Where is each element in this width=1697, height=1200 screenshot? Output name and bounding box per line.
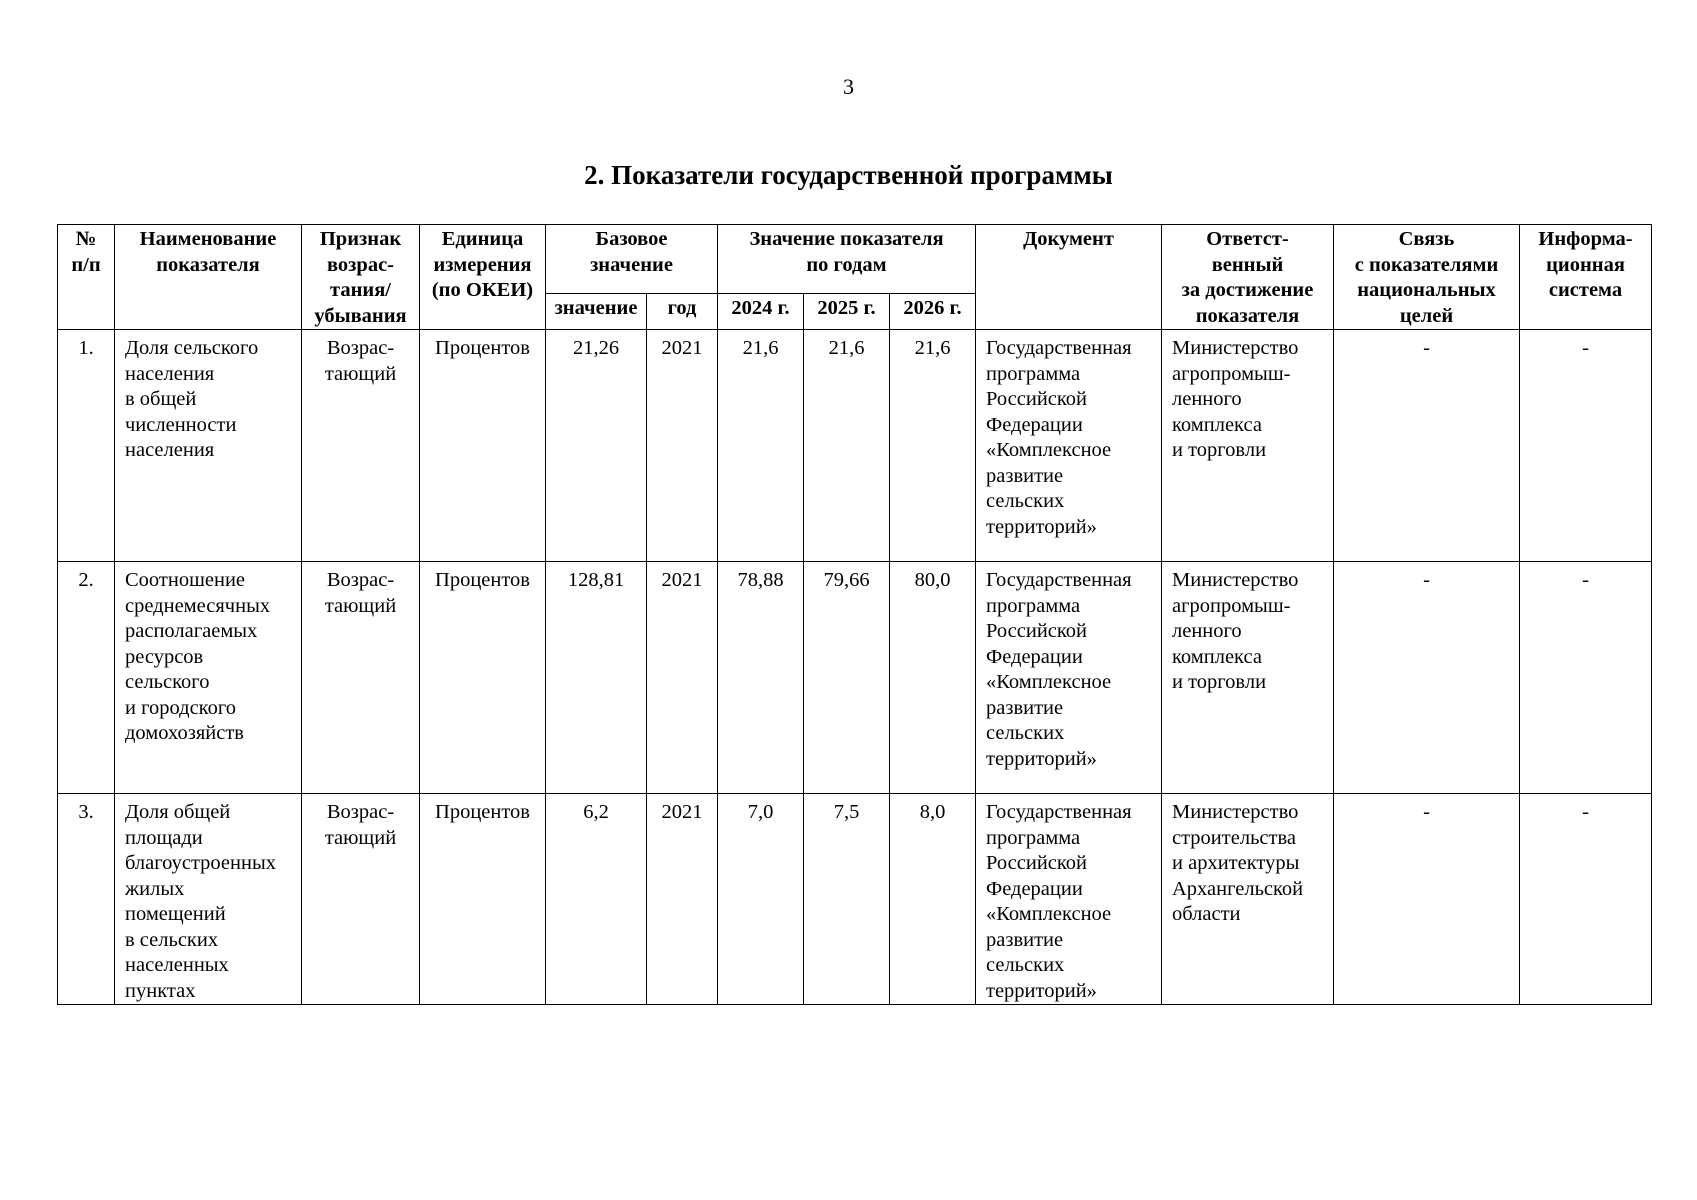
page-number: 3 bbox=[843, 74, 854, 99]
header-years-group: Значение показателя по годам bbox=[718, 225, 976, 294]
cell-base-value: 6,2 bbox=[546, 794, 647, 1005]
cell-trend: Возрас- тающий bbox=[302, 562, 420, 794]
table-row bbox=[58, 330, 1652, 562]
cell-trend: Возрас- тающий bbox=[302, 330, 420, 562]
cell-unit: Процентов bbox=[420, 330, 546, 562]
header-base-value: значение bbox=[546, 293, 647, 329]
table-row bbox=[58, 562, 1652, 794]
cell-y2024: 21,6 bbox=[718, 330, 804, 562]
section-title: 2. Показатели государственной программы bbox=[584, 160, 1113, 190]
cell-infosystem: - bbox=[1520, 562, 1652, 794]
cell-base-value: 128,81 bbox=[546, 562, 647, 794]
cell-responsible: Министерство строительства и архитектуры Архангельской области bbox=[1162, 794, 1334, 1005]
header-unit: Единица измерения (по ОКЕИ) bbox=[420, 225, 546, 330]
header-y2026: 2026 г. bbox=[890, 293, 976, 329]
cell-y2025: 7,5 bbox=[804, 794, 890, 1005]
cell-num: 2. bbox=[58, 562, 115, 794]
cell-unit: Процентов bbox=[420, 562, 546, 794]
cell-base-year: 2021 bbox=[647, 330, 718, 562]
cell-num: 1. bbox=[58, 330, 115, 562]
table-row bbox=[58, 794, 1652, 1005]
header-base-group: Базовое значение bbox=[546, 225, 718, 294]
header-trend: Признак возрас- тания/ убывания bbox=[302, 225, 420, 330]
cell-link: - bbox=[1334, 330, 1520, 562]
header-responsible: Ответст- венный за достижение показателя bbox=[1162, 225, 1334, 330]
cell-y2025: 79,66 bbox=[804, 562, 890, 794]
header-y2024: 2024 г. bbox=[718, 293, 804, 329]
cell-infosystem: - bbox=[1520, 794, 1652, 1005]
cell-unit: Процентов bbox=[420, 794, 546, 1005]
cell-name: Соотношение среднемесячных располагаемых ресурсов сельского и городского домохозяйств bbox=[115, 562, 302, 794]
cell-trend: Возрас- тающий bbox=[302, 794, 420, 1005]
cell-responsible: Министерство агропромыш- ленного комплекса и торговли bbox=[1162, 562, 1334, 794]
cell-y2025: 21,6 bbox=[804, 330, 890, 562]
cell-document: Государственная программа Российской Федерации «Комплексное развитие сельских территорий» bbox=[976, 330, 1162, 562]
cell-base-year: 2021 bbox=[647, 794, 718, 1005]
cell-link: - bbox=[1334, 794, 1520, 1005]
header-base-year: год bbox=[647, 293, 718, 329]
cell-document: Государственная программа Российской Федерации «Комплексное развитие сельских территорий» bbox=[976, 794, 1162, 1005]
header-infosystem: Информа- ционная система bbox=[1520, 225, 1652, 330]
header-document: Документ bbox=[976, 225, 1162, 330]
header-row-1 bbox=[58, 225, 1652, 294]
cell-name: Доля общей площади благоустроенных жилых помещений в сельских населенных пунктах bbox=[115, 794, 302, 1005]
header-y2025: 2025 г. bbox=[804, 293, 890, 329]
cell-y2026: 80,0 bbox=[890, 562, 976, 794]
cell-num: 3. bbox=[58, 794, 115, 1005]
cell-y2024: 78,88 bbox=[718, 562, 804, 794]
cell-infosystem: - bbox=[1520, 330, 1652, 562]
header-name: Наименование показателя bbox=[115, 225, 302, 330]
cell-y2026: 21,6 bbox=[890, 330, 976, 562]
cell-document: Государственная программа Российской Федерации «Комплексное развитие сельских территорий» bbox=[976, 562, 1162, 794]
cell-name: Доля сельского населения в общей численности населения bbox=[115, 330, 302, 562]
header-link: Связь с показателями национальных целей bbox=[1334, 225, 1520, 330]
cell-base-value: 21,26 bbox=[546, 330, 647, 562]
header-num: № п/п bbox=[58, 225, 115, 330]
indicators-table bbox=[57, 224, 1652, 1005]
cell-base-year: 2021 bbox=[647, 562, 718, 794]
cell-link: - bbox=[1334, 562, 1520, 794]
cell-responsible: Министерство агропромыш- ленного комплекса и торговли bbox=[1162, 330, 1334, 562]
cell-y2026: 8,0 bbox=[890, 794, 976, 1005]
cell-y2024: 7,0 bbox=[718, 794, 804, 1005]
